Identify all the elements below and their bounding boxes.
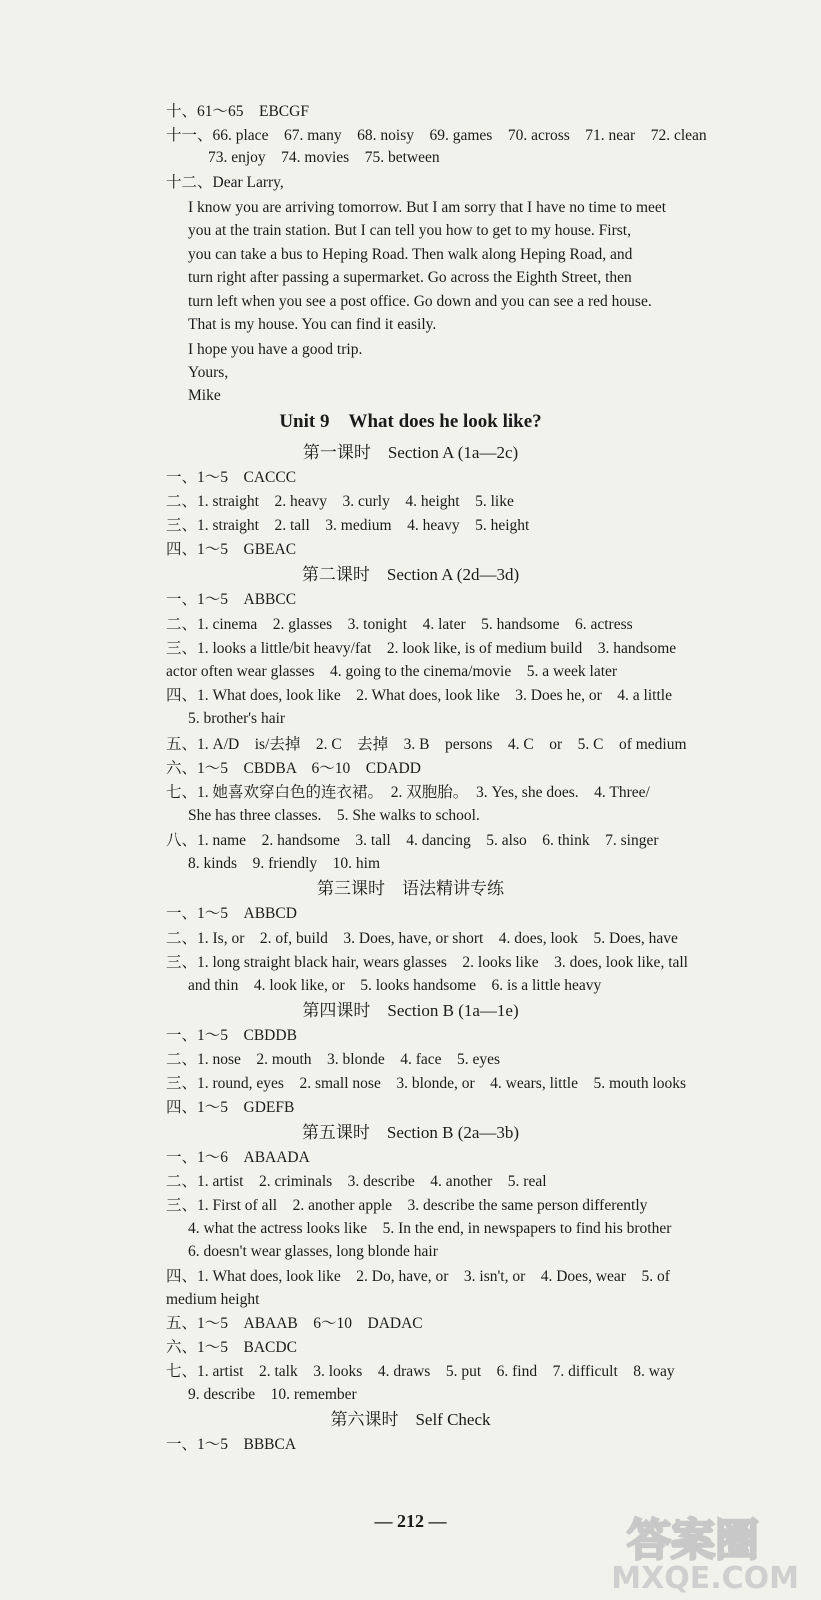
lesson-5-line: 七、1. artist 2. talk 3. looks 4. draws 5. put 6. find 7. difficult 8. way bbox=[166, 1363, 675, 1380]
lesson-2-line: She has three classes. 5. She walks to school. bbox=[188, 807, 480, 824]
lesson-3-title: 第三课时 语法精讲专练 bbox=[317, 879, 504, 898]
lesson-3-line: 二、1. Is, or 2. of, build 3. Does, have, or short 4. does, look 5. Does, have bbox=[166, 930, 678, 947]
lesson-2-line: 5. brother's hair bbox=[188, 710, 286, 727]
lesson-1-line: 二、1. straight 2. heavy 3. curly 4. height 5. like bbox=[166, 493, 514, 510]
lesson-5-line: medium height bbox=[166, 1291, 260, 1308]
lesson-1-line: 一、1～5 CACCC bbox=[166, 469, 297, 486]
letter-body-line: I know you are arriving tomorrow. But I am sorry that I have no time to meet bbox=[188, 199, 667, 216]
lesson-2-line: 八、1. name 2. handsome 3. tall 4. dancing 5. also 6. think 7. singer bbox=[166, 832, 659, 849]
q11-answers-line2: 73. enjoy 74. movies 75. between bbox=[208, 149, 440, 166]
letter-body-line: you can take a bus to Heping Road. Then walk along Heping Road, and bbox=[188, 246, 633, 263]
lesson-5-line: 四、1. What does, look like 2. Do, have, or 3. isn't, or 4. Does, wear 5. of bbox=[166, 1268, 670, 1285]
lesson-1-line: 四、1～5 GBEAC bbox=[166, 541, 297, 558]
lesson-5-line: 6. doesn't wear glasses, long blonde hair bbox=[188, 1243, 438, 1260]
page-number: — 212 — bbox=[374, 1511, 447, 1531]
lesson-5-line: 4. what the actress looks like 5. In the end, in newspapers to find his brother bbox=[188, 1220, 672, 1237]
lesson-5-line: 9. describe 10. remember bbox=[188, 1386, 357, 1403]
letter-signature: Mike bbox=[188, 387, 221, 404]
lesson-2-title: 第二课时 Section A (2d—3d) bbox=[301, 565, 520, 584]
lesson-4-line: 三、1. round, eyes 2. small nose 3. blonde, or 4. wears, little 5. mouth looks bbox=[166, 1075, 687, 1092]
page-number-value: 212 bbox=[397, 1511, 424, 1531]
letter-salutation: 十二、Dear Larry, bbox=[166, 174, 284, 191]
lesson-3-line: 一、1～5 ABBCD bbox=[166, 905, 297, 922]
letter-body-line: That is my house. You can find it easily. bbox=[188, 316, 437, 333]
lesson-3-line: 三、1. long straight black hair, wears glasses 2. looks like 3. does, look like, tall bbox=[166, 954, 688, 971]
lesson-1-line: 三、1. straight 2. tall 3. medium 4. heavy 5. height bbox=[166, 517, 530, 534]
lesson-5-line: 六、1～5 BACDC bbox=[166, 1339, 297, 1356]
lesson-2-line: actor often wear glasses 4. going to the cinema/movie 5. a week later bbox=[166, 663, 618, 680]
letter-closing: Yours, bbox=[188, 364, 229, 381]
lesson-2-line: 一、1～5 ABBCC bbox=[166, 591, 297, 608]
q10-answers: 十、61～65 EBCGF bbox=[166, 103, 309, 120]
lesson-2-line: 五、1. A/D is/去掉 2. C 去掉 3. B persons 4. C or 5. C of medium bbox=[166, 736, 687, 753]
lesson-4-line: 二、1. nose 2. mouth 3. blonde 4. face 5. eyes bbox=[166, 1051, 501, 1068]
letter-body-line: you at the train station. But I can tell you how to get to my house. First, bbox=[188, 222, 631, 239]
letter-body-line: turn right after passing a supermarket. Go across the Eighth Street, then bbox=[188, 269, 632, 286]
lesson-2-line: 二、1. cinema 2. glasses 3. tonight 4. later 5. handsome 6. actress bbox=[166, 616, 633, 633]
lesson-5-line: 二、1. artist 2. criminals 3. describe 4. another 5. real bbox=[166, 1173, 547, 1190]
lesson-6-line: 一、1～5 BBBCA bbox=[166, 1436, 297, 1453]
lesson-1-title: 第一课时 Section A (1a—2c) bbox=[302, 443, 519, 462]
lesson-5-line: 一、1～6 ABAADA bbox=[166, 1149, 310, 1166]
unit-title: Unit 9 What does he look like? bbox=[279, 411, 542, 432]
lesson-4-title: 第四课时 Section B (1a—1e) bbox=[302, 1001, 519, 1020]
letter-body-line: I hope you have a good trip. bbox=[188, 341, 363, 358]
lesson-5-line: 五、1～5 ABAAB 6～10 DADAC bbox=[166, 1315, 423, 1332]
lesson-4-line: 一、1～5 CBDDB bbox=[166, 1027, 297, 1044]
lesson-5-title: 第五课时 Section B (2a—3b) bbox=[301, 1123, 520, 1142]
lesson-4-line: 四、1～5 GDEFB bbox=[166, 1099, 295, 1116]
lesson-2-line: 七、1. 她喜欢穿白色的连衣裙。 2. 双胞胎。 3. Yes, she does. 4. Three/ bbox=[166, 784, 650, 801]
lesson-5-line: 三、1. First of all 2. another apple 3. describe the same person differently bbox=[166, 1197, 648, 1214]
watermark-url-text: MXQE.COM bbox=[611, 1561, 799, 1595]
lesson-2-line: 8. kinds 9. friendly 10. him bbox=[188, 855, 381, 872]
letter-body-line: turn left when you see a post office. Go down and you can see a red house. bbox=[188, 293, 652, 310]
q11-answers-line1: 十一、66. place 67. many 68. noisy 69. games 70. across 71. near 72. clean bbox=[166, 127, 707, 144]
lesson-3-line: and thin 4. look like, or 5. looks handsome 6. is a little heavy bbox=[188, 977, 602, 994]
lesson-6-title: 第六课时 Self Check bbox=[330, 1410, 491, 1429]
lesson-2-line: 四、1. What does, look like 2. What does, look like 3. Does he, or 4. a little bbox=[166, 687, 672, 704]
lesson-2-line: 六、1～5 CBDBA 6～10 CDADD bbox=[166, 760, 421, 777]
watermark-logo bbox=[559, 1500, 809, 1595]
watermark-cn-text: 答案圈 bbox=[627, 1515, 759, 1566]
lesson-2-line: 三、1. looks a little/bit heavy/fat 2. look like, is of medium build 3. handsome bbox=[166, 640, 677, 657]
